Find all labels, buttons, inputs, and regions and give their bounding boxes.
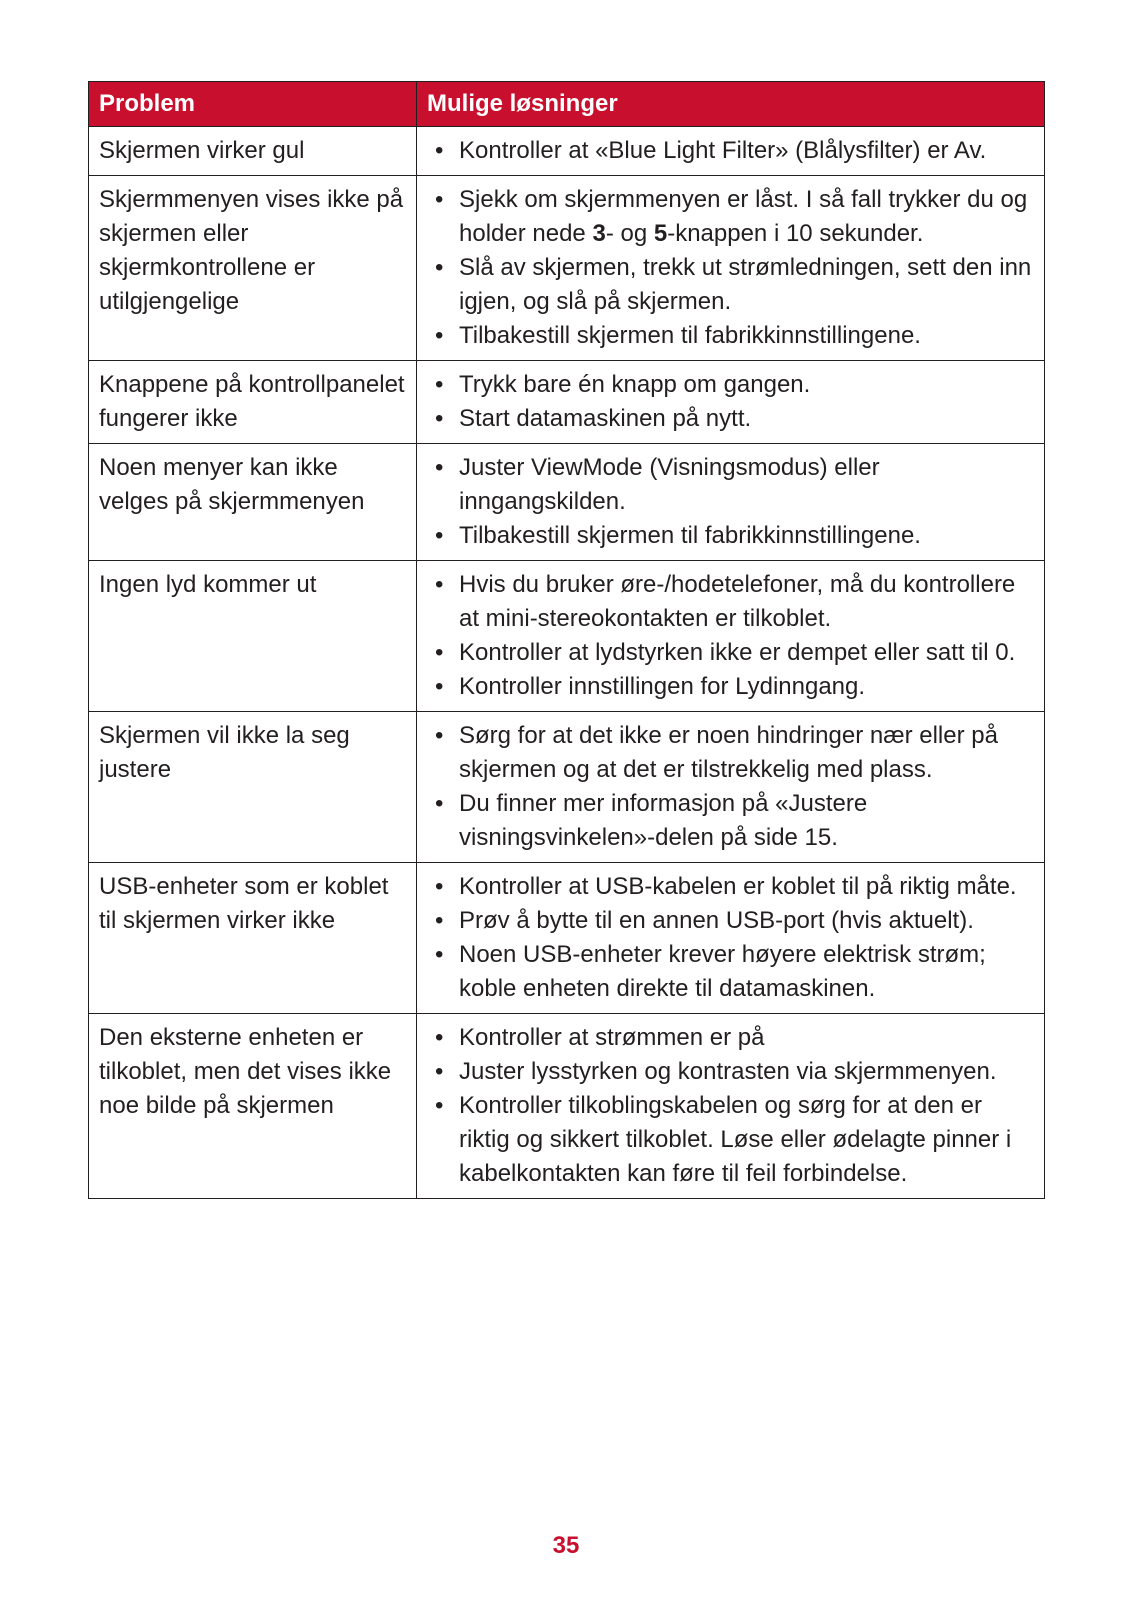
solution-text: Juster lysstyrken og kontrasten via skjermmenyen.	[459, 1058, 997, 1085]
solution-text: Kontroller at «Blue Light Filter» (Blålysfilter) er Av.	[459, 137, 987, 164]
bullet-icon: •	[435, 873, 444, 900]
bullet-icon: •	[435, 790, 444, 817]
solutions-cell	[417, 863, 1045, 1014]
emphasis-text: 5	[653, 220, 668, 247]
solution-text: Kontroller innstillingen for Lydinngang.	[459, 673, 866, 700]
solutions-list	[427, 1021, 1034, 1191]
solution-item	[427, 183, 1034, 251]
problem-cell: Knappene på kontrollpanelet fungerer ikke	[89, 361, 417, 444]
solutions-cell	[417, 127, 1045, 176]
solution-item	[427, 251, 1034, 319]
solution-item	[427, 904, 1034, 938]
solution-text: Slå av skjermen, trekk ut strømledningen, sett den inn igjen, og slå på skjermen.	[459, 254, 1032, 315]
problem-cell: Skjermmenyen vises ikke på skjermen eller skjermkontrollene er utilgjengelige	[89, 176, 417, 361]
solution-text: Kontroller tilkoblingskabelen og sørg for at den er riktig og sikkert tilkoblet. Løse eller ødelagte pinner i kabelkontakten kan føre til feil forbindelse.	[459, 1092, 1012, 1187]
solutions-cell	[417, 1014, 1045, 1199]
solution-item	[427, 870, 1034, 904]
table-row	[89, 1014, 1045, 1199]
solutions-cell	[417, 176, 1045, 361]
solutions-cell	[417, 712, 1045, 863]
emphasis-text: 3	[592, 220, 606, 247]
bullet-icon: •	[435, 522, 444, 549]
problem-cell: Den eksterne enheten er tilkoblet, men det vises ikke noe bilde på skjermen	[89, 1014, 417, 1199]
solution-item	[427, 568, 1034, 636]
solution-text: Prøv å bytte til en annen USB-port (hvis aktuelt).	[459, 907, 974, 934]
table-row	[89, 127, 1045, 176]
solutions-list	[427, 719, 1034, 855]
solution-item	[427, 319, 1034, 353]
solution-item	[427, 938, 1034, 1006]
solution-item	[427, 1021, 1034, 1055]
page-number: 35	[552, 1532, 580, 1559]
bullet-icon: •	[435, 1024, 444, 1051]
solution-text: Du finner mer informasjon på «Justere visningsvinkelen»-delen på side 15.	[459, 790, 868, 851]
problem-cell: USB-enheter som er koblet til skjermen virker ikke	[89, 863, 417, 1014]
solution-item	[427, 1055, 1034, 1089]
solution-item	[427, 636, 1034, 670]
solution-text: Tilbakestill skjermen til fabrikkinnstillingene.	[459, 322, 921, 349]
solution-text: Trykk bare én knapp om gangen.	[459, 371, 811, 398]
bullet-icon: •	[435, 405, 444, 432]
bullet-icon: •	[435, 907, 444, 934]
table-header-row	[89, 82, 1045, 127]
solution-item	[427, 402, 1034, 436]
bullet-icon: •	[435, 722, 444, 749]
solution-item	[427, 719, 1034, 787]
problem-column-header: Problem	[89, 82, 417, 127]
solution-item	[427, 134, 1034, 168]
text-fragment: Sjekk om skjermmenyen er låst. I så fall trykker du og holder nede	[459, 186, 1028, 247]
bullet-icon: •	[435, 454, 444, 481]
solutions-cell	[417, 444, 1045, 561]
solutions-list	[427, 568, 1034, 704]
table-row	[89, 176, 1045, 361]
bullet-icon: •	[435, 322, 444, 349]
solution-text: Tilbakestill skjermen til fabrikkinnstillingene.	[459, 522, 921, 549]
text-fragment: - og	[605, 220, 654, 247]
bullet-icon: •	[435, 1092, 444, 1119]
solution-item	[427, 787, 1034, 855]
solutions-column-header: Mulige løsninger	[417, 82, 1045, 127]
solution-text: Hvis du bruker øre-/hodetelefoner, må du kontrollere at mini-stereokontakten er tilkoblet.	[459, 571, 1016, 632]
bullet-icon: •	[435, 137, 444, 164]
troubleshooting-table	[88, 81, 1045, 1199]
solution-item	[427, 519, 1034, 553]
solution-text: Kontroller at strømmen er på	[459, 1024, 765, 1051]
solution-text: Noen USB-enheter krever høyere elektrisk strøm; koble enheten direkte til datamaskinen.	[459, 941, 986, 1002]
problem-cell: Skjermen vil ikke la seg justere	[89, 712, 417, 863]
solutions-list	[427, 368, 1034, 436]
solutions-list	[427, 451, 1034, 553]
table-body	[89, 127, 1045, 1199]
table-row	[89, 444, 1045, 561]
solution-text: Start datamaskinen på nytt.	[459, 405, 752, 432]
bullet-icon: •	[435, 571, 444, 598]
bullet-icon: •	[435, 1058, 444, 1085]
bullet-icon: •	[435, 673, 444, 700]
solution-item	[427, 1089, 1034, 1191]
solution-text	[459, 186, 1027, 247]
table-row	[89, 863, 1045, 1014]
bullet-icon: •	[435, 186, 444, 213]
solution-item	[427, 670, 1034, 704]
solutions-cell	[417, 561, 1045, 712]
solution-item	[427, 451, 1034, 519]
bullet-icon: •	[435, 941, 444, 968]
solution-text: Kontroller at lydstyrken ikke er dempet eller satt til 0.	[459, 639, 1016, 666]
solution-text: Kontroller at USB-kabelen er koblet til på riktig måte.	[459, 873, 1017, 900]
solution-text: Juster ViewMode (Visningsmodus) eller inngangskilden.	[459, 454, 880, 515]
bullet-icon: •	[435, 254, 444, 281]
solution-text: Sørg for at det ikke er noen hindringer nær eller på skjermen og at det er tilstrekkelig med plass.	[459, 722, 998, 783]
solutions-cell	[417, 361, 1045, 444]
problem-cell: Noen menyer kan ikke velges på skjermmenyen	[89, 444, 417, 561]
table-row	[89, 712, 1045, 863]
troubleshooting-page	[88, 81, 1044, 1199]
bullet-icon: •	[435, 371, 444, 398]
table-row	[89, 361, 1045, 444]
bullet-icon: •	[435, 639, 444, 666]
table-row	[89, 561, 1045, 712]
problem-cell: Ingen lyd kommer ut	[89, 561, 417, 712]
solutions-list	[427, 870, 1034, 1006]
solutions-list	[427, 183, 1034, 353]
problem-cell: Skjermen virker gul	[89, 127, 417, 176]
text-fragment: -knappen i 10 sekunder.	[667, 220, 924, 247]
solution-item	[427, 368, 1034, 402]
solutions-list	[427, 134, 1034, 168]
